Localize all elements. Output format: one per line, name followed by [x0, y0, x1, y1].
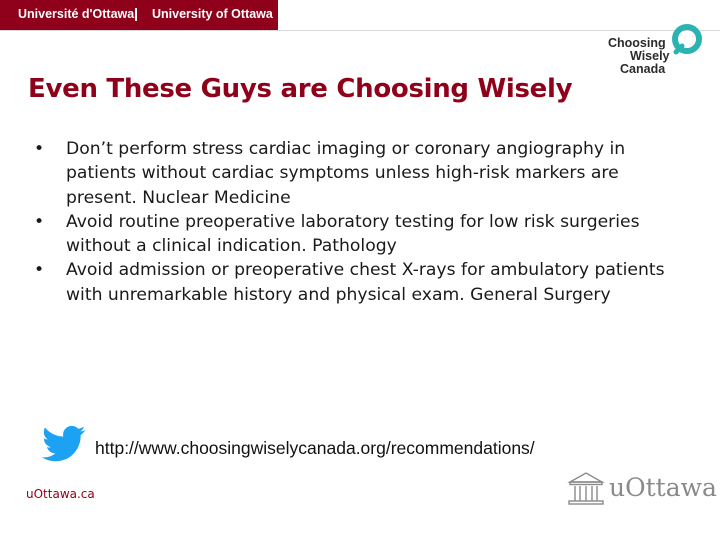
university-header-bar: [0, 0, 278, 30]
slide-title: Even These Guys are Choosing Wisely: [28, 74, 573, 104]
bullet-marker: •: [34, 211, 45, 232]
choosing-wisely-logo: [606, 22, 710, 78]
logo-line-wisely: Wisely: [630, 49, 670, 63]
twitter-bird-icon: [42, 425, 86, 463]
bullet-text: Avoid routine preoperative laboratory testing for low risk surgeries without a clinical indication. Pathology: [66, 211, 640, 257]
choosing-wisely-circle-icon: [670, 22, 706, 56]
logo-line-choosing: Choosing: [608, 36, 666, 50]
header-divider: [135, 8, 137, 21]
uottawa-wordmark: uOttawa: [609, 473, 717, 502]
footer-website: uOttawa.ca: [26, 487, 95, 501]
university-name-french: Université d'Ottawa: [18, 7, 135, 21]
university-name-english: University of Ottawa: [152, 7, 273, 21]
bullet-text: Avoid admission or preoperative chest X-rays for ambulatory patients with unremarkable history and physical exam. General Surgery: [66, 260, 665, 305]
uottawa-logo: [566, 470, 717, 510]
bullet-text: Don’t perform stress cardiac imaging or coronary angiography in patients without cardiac symptoms unless high-risk markers are present. Nuclear Medicine: [66, 139, 626, 208]
recommendations-link[interactable]: http://www.choosingwiselycanada.org/recommendations/: [95, 438, 535, 458]
bullet-item: [34, 258, 674, 307]
logo-line-canada: Canada: [620, 62, 666, 76]
bullet-item: [34, 137, 674, 210]
uottawa-building-icon: [566, 470, 606, 510]
bullet-list: [34, 137, 674, 307]
bullet-marker: •: [34, 260, 45, 281]
bullet-marker: •: [34, 139, 45, 159]
bullet-item: [34, 210, 674, 259]
